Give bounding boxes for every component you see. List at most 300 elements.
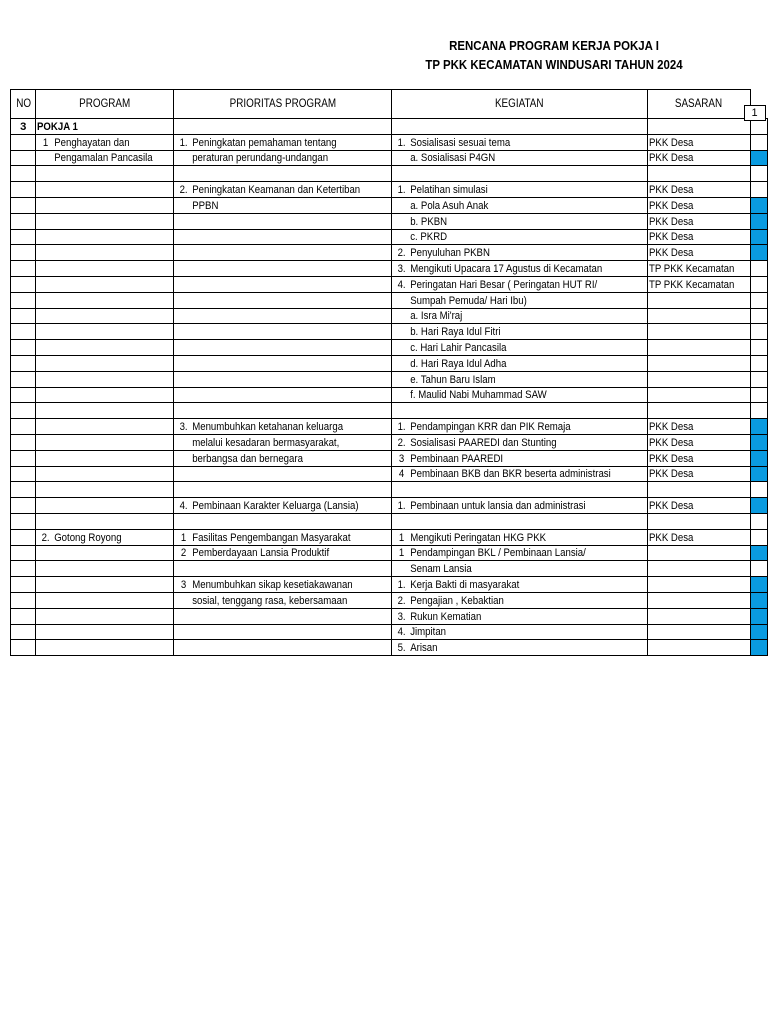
extra-cell xyxy=(750,308,767,324)
cell-kegiatan xyxy=(392,134,648,150)
table-row xyxy=(11,229,768,245)
cell-program-text: Penghayatan dan xyxy=(54,136,130,149)
cell-no xyxy=(11,498,36,514)
cell-prioritas xyxy=(173,482,391,498)
cell-kegiatan xyxy=(392,371,648,387)
cell-prioritas-text: PPBN xyxy=(191,199,219,212)
table-row xyxy=(11,308,768,324)
header-no: NO xyxy=(11,90,36,119)
highlight-cell xyxy=(750,545,767,561)
cell-program xyxy=(36,261,173,277)
table-row xyxy=(11,482,768,498)
cell-no xyxy=(11,229,36,245)
cell-program xyxy=(36,434,173,450)
cell-kegiatan xyxy=(392,545,648,561)
section-row xyxy=(11,119,768,135)
cell-kegiatan-number: 1 xyxy=(399,547,405,560)
cell-prioritas-number: 4. xyxy=(179,499,188,512)
cell-prioritas xyxy=(173,229,391,245)
cell-kegiatan xyxy=(392,592,648,608)
cell-prioritas xyxy=(173,608,391,624)
cell-sasaran xyxy=(648,355,750,371)
cell-program xyxy=(36,450,173,466)
cell-kegiatan-text: a. Isra Mi'raj xyxy=(410,310,463,323)
cell-kegiatan xyxy=(392,245,648,261)
cell-sasaran xyxy=(648,308,750,324)
extra-cell xyxy=(750,355,767,371)
cell-kegiatan-number: 3. xyxy=(397,262,406,275)
cell-prioritas xyxy=(173,498,391,514)
cell-kegiatan xyxy=(392,229,648,245)
table-row xyxy=(11,624,768,640)
cell-no xyxy=(11,182,36,198)
table-row xyxy=(11,324,768,340)
header-prioritas: PRIORITAS PROGRAM xyxy=(173,90,391,119)
cell-prioritas xyxy=(173,340,391,356)
cell-sasaran: PKK Desa xyxy=(648,434,750,450)
cell-prioritas-text: berbangsa dan bernegara xyxy=(191,452,303,465)
cell-prioritas-text: Menumbuhkan ketahanan keluarga xyxy=(191,420,343,433)
cell-no xyxy=(11,434,36,450)
table-row xyxy=(11,197,768,213)
cell-kegiatan xyxy=(392,513,648,529)
highlight-cell xyxy=(750,466,767,482)
cell-program xyxy=(36,276,173,292)
cell-prioritas xyxy=(173,640,391,656)
cell-sasaran xyxy=(648,624,750,640)
cell-kegiatan xyxy=(392,482,648,498)
table-row xyxy=(11,261,768,277)
cell-kegiatan-text: Pengajian , Kebaktian xyxy=(410,594,504,607)
cell-program xyxy=(36,513,173,529)
cell-prioritas xyxy=(173,529,391,545)
cell-prioritas xyxy=(173,450,391,466)
cell-kegiatan-text: e. Tahun Baru Islam xyxy=(410,373,496,386)
extra-cell xyxy=(750,292,767,308)
cell-program xyxy=(36,529,173,545)
title-line-1: RENCANA PROGRAM KERJA POKJA I xyxy=(449,38,659,53)
cell-no xyxy=(11,324,36,340)
table-row xyxy=(11,640,768,656)
cell-program xyxy=(36,592,173,608)
cell-program xyxy=(36,482,173,498)
extra-cell xyxy=(750,261,767,277)
cell-kegiatan-text: Kerja Bakti di masyarakat xyxy=(410,578,520,591)
cell-kegiatan-text: Rukun Kematian xyxy=(410,610,482,623)
cell-kegiatan-text: Peringatan Hari Besar ( Peringatan HUT RI/ xyxy=(410,278,598,291)
cell-kegiatan xyxy=(392,182,648,198)
cell-no xyxy=(11,134,36,150)
cell-program xyxy=(36,229,173,245)
cell-no xyxy=(11,213,36,229)
cell-kegiatan-number: 1. xyxy=(397,578,406,591)
cell-sasaran xyxy=(648,513,750,529)
table-row xyxy=(11,245,768,261)
cell-kegiatan-number: 4. xyxy=(397,278,406,291)
cell-kegiatan xyxy=(392,308,648,324)
cell-prioritas xyxy=(173,592,391,608)
table-row xyxy=(11,498,768,514)
cell-prioritas xyxy=(173,545,391,561)
cell-kegiatan-text: Jimpitan xyxy=(410,626,447,639)
table-row xyxy=(11,545,768,561)
cell-prioritas-number: 1 xyxy=(180,531,187,544)
section-no: 3 xyxy=(11,119,36,135)
table-row xyxy=(11,150,768,166)
cell-no xyxy=(11,308,36,324)
cell-no xyxy=(11,245,36,261)
cell-prioritas-text: Pemberdayaan Lansia Produktif xyxy=(191,547,329,560)
cell-program xyxy=(36,498,173,514)
cell-sasaran: PKK Desa xyxy=(648,213,750,229)
cell-program xyxy=(36,466,173,482)
cell-kegiatan-text: Sosialisasi PAAREDI dan Stunting xyxy=(410,436,557,449)
cell-kegiatan-number: 5. xyxy=(397,642,406,655)
header-extra xyxy=(750,90,767,119)
cell-program xyxy=(36,197,173,213)
extra-cell xyxy=(750,134,767,150)
cell-prioritas-text: sosial, tenggang rasa, kebersamaan xyxy=(191,594,348,607)
cell-prioritas xyxy=(173,308,391,324)
cell-prioritas xyxy=(173,561,391,577)
cell-kegiatan-number: 1. xyxy=(397,420,406,433)
cell-prioritas xyxy=(173,434,391,450)
highlight-cell xyxy=(750,434,767,450)
cell-kegiatan-number: 1. xyxy=(397,183,406,196)
cell-program xyxy=(36,640,173,656)
table-row xyxy=(11,608,768,624)
cell-prioritas-number: 3. xyxy=(179,420,188,433)
cell-prioritas-text: Peningkatan Keamanan dan Ketertiban xyxy=(191,183,360,196)
cell-sasaran: PKK Desa xyxy=(648,197,750,213)
highlight-cell xyxy=(750,150,767,166)
title-line-2: TP PKK KECAMATAN WINDUSARI TAHUN 2024 xyxy=(425,57,683,72)
cell-kegiatan-text: Sosialisasi sesuai tema xyxy=(410,136,511,149)
cell-no xyxy=(11,545,36,561)
header-sasaran: SASARAN xyxy=(648,90,750,119)
cell-kegiatan xyxy=(392,166,648,182)
cell-kegiatan-text: Pendampingan BKL / Pembinaan Lansia/ xyxy=(410,547,586,560)
cell-kegiatan xyxy=(392,577,648,593)
cell-program xyxy=(36,419,173,435)
cell-no xyxy=(11,466,36,482)
cell-kegiatan-number: 3. xyxy=(397,610,406,623)
extra-cell xyxy=(750,371,767,387)
cell-kegiatan-text: Pendampingan KRR dan PIK Remaja xyxy=(410,420,571,433)
extra-cell xyxy=(750,182,767,198)
extra-cell xyxy=(750,403,767,419)
cell-prioritas-text: Pembinaan Karakter Keluarga (Lansia) xyxy=(191,499,359,512)
table-row xyxy=(11,592,768,608)
cell-kegiatan xyxy=(392,355,648,371)
cell-program xyxy=(36,545,173,561)
cell-kegiatan-number: 4 xyxy=(399,468,405,481)
highlight-cell xyxy=(750,197,767,213)
table-row xyxy=(11,403,768,419)
extra-cell xyxy=(750,387,767,403)
cell-no xyxy=(11,261,36,277)
cell-no xyxy=(11,371,36,387)
cell-program xyxy=(36,340,173,356)
cell-prioritas-text: Peningkatan pemahaman tentang xyxy=(191,136,337,149)
cell-program-text: Gotong Royong xyxy=(54,531,122,544)
cell-sasaran xyxy=(648,545,750,561)
cell-no xyxy=(11,403,36,419)
cell-no xyxy=(11,592,36,608)
cell-program xyxy=(36,213,173,229)
extra-cell xyxy=(750,166,767,182)
extra-cell xyxy=(750,482,767,498)
cell-kegiatan-text: Sumpah Pemuda/ Hari Ibu) xyxy=(410,294,527,307)
cell-prioritas xyxy=(173,387,391,403)
cell-no xyxy=(11,340,36,356)
table-row xyxy=(11,276,768,292)
cell-kegiatan xyxy=(392,450,648,466)
cell-no xyxy=(11,482,36,498)
table-row xyxy=(11,182,768,198)
cell-kegiatan-text: Pembinaan untuk lansia dan administrasi xyxy=(410,499,586,512)
cell-kegiatan-text: d. Hari Raya Idul Adha xyxy=(410,357,507,370)
cell-no xyxy=(11,608,36,624)
cell-kegiatan xyxy=(392,387,648,403)
cell-program xyxy=(36,355,173,371)
cell-prioritas xyxy=(173,324,391,340)
cell-kegiatan xyxy=(392,561,648,577)
cell-program xyxy=(36,308,173,324)
cell-kegiatan xyxy=(392,292,648,308)
cell-kegiatan-number: 3 xyxy=(399,452,405,465)
highlight-cell xyxy=(750,498,767,514)
cell-kegiatan xyxy=(392,466,648,482)
highlight-cell xyxy=(750,450,767,466)
cell-kegiatan-number: 2. xyxy=(397,247,406,260)
cell-sasaran: PKK Desa xyxy=(648,182,750,198)
cell-sasaran: TP PKK Kecamatan xyxy=(648,276,750,292)
cell-kegiatan-text: Penyuluhan PKBN xyxy=(410,247,491,260)
cell-prioritas-number: 1. xyxy=(179,136,188,149)
cell-no xyxy=(11,561,36,577)
section-label: POKJA 1 xyxy=(36,119,173,135)
cell-program-number: 1 xyxy=(43,136,49,149)
cell-sasaran: PKK Desa xyxy=(648,245,750,261)
cell-kegiatan xyxy=(392,498,648,514)
extra-cell xyxy=(750,340,767,356)
cell-prioritas xyxy=(173,166,391,182)
table-row xyxy=(11,529,768,545)
highlight-cell xyxy=(750,608,767,624)
cell-prioritas xyxy=(173,261,391,277)
cell-sasaran: PKK Desa xyxy=(648,498,750,514)
cell-no xyxy=(11,419,36,435)
cell-sasaran xyxy=(648,166,750,182)
cell-kegiatan xyxy=(392,419,648,435)
cell-prioritas xyxy=(173,624,391,640)
cell-sasaran xyxy=(648,324,750,340)
table-row xyxy=(11,134,768,150)
cell-no xyxy=(11,292,36,308)
cell-sasaran xyxy=(648,577,750,593)
cell-kegiatan-text: Pembinaan PAAREDI xyxy=(410,452,504,465)
cell-no xyxy=(11,577,36,593)
cell-sasaran xyxy=(648,608,750,624)
cell-kegiatan xyxy=(392,640,648,656)
header-kegiatan: KEGIATAN xyxy=(392,90,648,119)
cell-program xyxy=(36,166,173,182)
table-row xyxy=(11,466,768,482)
cell-kegiatan-number: 2. xyxy=(397,594,406,607)
cell-program xyxy=(36,182,173,198)
highlight-cell xyxy=(750,213,767,229)
table-row xyxy=(11,166,768,182)
cell-program xyxy=(36,403,173,419)
highlight-cell xyxy=(750,577,767,593)
cell-program xyxy=(36,608,173,624)
cell-prioritas xyxy=(173,466,391,482)
cell-no xyxy=(11,450,36,466)
cell-prioritas-number: 2 xyxy=(180,547,187,560)
cell-prioritas xyxy=(173,292,391,308)
cell-program xyxy=(36,134,173,150)
cell-prioritas-text: Menumbuhkan sikap kesetiakawanan xyxy=(191,578,353,591)
table-row xyxy=(11,450,768,466)
cell-sasaran: PKK Desa xyxy=(648,150,750,166)
cell-program xyxy=(36,150,173,166)
highlight-cell xyxy=(750,624,767,640)
cell-kegiatan-text: Mengikuti Peringatan HKG PKK xyxy=(410,531,547,544)
work-program-table-container xyxy=(10,89,768,656)
cell-sasaran xyxy=(648,561,750,577)
cell-kegiatan xyxy=(392,529,648,545)
cell-sasaran xyxy=(648,340,750,356)
cell-kegiatan-text: Pembinaan BKB dan BKR beserta administrasi xyxy=(410,468,611,481)
cell-kegiatan-number: 4. xyxy=(397,626,406,639)
cell-kegiatan xyxy=(392,403,648,419)
document-title xyxy=(330,36,768,74)
cell-prioritas-text: melalui kesadaran bermasyarakat, xyxy=(191,436,340,449)
cell-program xyxy=(36,624,173,640)
cell-kegiatan xyxy=(392,261,648,277)
cell-prioritas xyxy=(173,197,391,213)
cell-no xyxy=(11,150,36,166)
cell-program xyxy=(36,371,173,387)
cell-prioritas-text: Fasilitas Pengembangan Masyarakat xyxy=(191,531,351,544)
table-row xyxy=(11,419,768,435)
table-row xyxy=(11,292,768,308)
cell-prioritas xyxy=(173,371,391,387)
extra-cell xyxy=(750,561,767,577)
cell-prioritas xyxy=(173,577,391,593)
cell-kegiatan-text: c. PKRD xyxy=(410,231,448,244)
cell-kegiatan-text: c. Hari Lahir Pancasila xyxy=(410,341,507,354)
cell-kegiatan xyxy=(392,340,648,356)
cell-no xyxy=(11,529,36,545)
cell-sasaran xyxy=(648,292,750,308)
cell-program-number: 2. xyxy=(41,531,50,544)
cell-no xyxy=(11,166,36,182)
cell-prioritas xyxy=(173,134,391,150)
cell-sasaran: PKK Desa xyxy=(648,450,750,466)
cell-prioritas-text: peraturan perundang-undangan xyxy=(191,152,328,165)
highlight-cell xyxy=(750,592,767,608)
cell-kegiatan-text: b. Hari Raya Idul Fitri xyxy=(410,326,501,339)
cell-sasaran: PKK Desa xyxy=(648,466,750,482)
cell-no xyxy=(11,640,36,656)
cell-kegiatan-text: Pelatihan simulasi xyxy=(410,183,488,196)
cell-program xyxy=(36,324,173,340)
extra-column-number: 1 xyxy=(744,105,766,121)
cell-kegiatan-text: Mengikuti Upacara 17 Agustus di Kecamatan xyxy=(410,262,603,275)
table-row xyxy=(11,387,768,403)
cell-program xyxy=(36,577,173,593)
cell-prioritas xyxy=(173,513,391,529)
highlight-cell xyxy=(750,245,767,261)
cell-kegiatan xyxy=(392,608,648,624)
cell-kegiatan-text: Senam Lansia xyxy=(410,563,472,576)
cell-kegiatan-number: 1 xyxy=(399,531,405,544)
cell-prioritas xyxy=(173,419,391,435)
cell-prioritas xyxy=(173,276,391,292)
cell-sasaran: PKK Desa xyxy=(648,419,750,435)
highlight-cell xyxy=(750,419,767,435)
cell-sasaran xyxy=(648,640,750,656)
cell-prioritas xyxy=(173,213,391,229)
cell-kegiatan-text: a. Pola Asuh Anak xyxy=(410,199,489,212)
cell-program xyxy=(36,245,173,261)
cell-sasaran: TP PKK Kecamatan xyxy=(648,261,750,277)
cell-kegiatan-number: 1. xyxy=(397,499,406,512)
cell-program xyxy=(36,292,173,308)
cell-no xyxy=(11,276,36,292)
cell-kegiatan-text: b. PKBN xyxy=(410,215,448,228)
cell-no xyxy=(11,513,36,529)
cell-kegiatan-text: Arisan xyxy=(410,642,438,655)
cell-prioritas xyxy=(173,182,391,198)
cell-kegiatan-text: f. Maulid Nabi Muhammad SAW xyxy=(410,389,547,402)
cell-no xyxy=(11,197,36,213)
header-program: PROGRAM xyxy=(36,90,173,119)
table-row xyxy=(11,577,768,593)
highlight-cell xyxy=(750,640,767,656)
cell-kegiatan-number: 1. xyxy=(397,136,406,149)
extra-cell xyxy=(750,276,767,292)
table-row xyxy=(11,371,768,387)
cell-no xyxy=(11,387,36,403)
cell-prioritas xyxy=(173,355,391,371)
cell-program xyxy=(36,561,173,577)
cell-sasaran: PKK Desa xyxy=(648,229,750,245)
cell-prioritas xyxy=(173,403,391,419)
table-row xyxy=(11,513,768,529)
highlight-cell xyxy=(750,229,767,245)
cell-prioritas xyxy=(173,150,391,166)
cell-kegiatan xyxy=(392,213,648,229)
cell-sasaran xyxy=(648,403,750,419)
cell-sasaran: PKK Desa xyxy=(648,134,750,150)
cell-kegiatan xyxy=(392,197,648,213)
extra-cell xyxy=(750,324,767,340)
table-row xyxy=(11,340,768,356)
cell-kegiatan xyxy=(392,324,648,340)
cell-sasaran xyxy=(648,387,750,403)
work-program-table xyxy=(10,89,768,656)
cell-program xyxy=(36,387,173,403)
cell-no xyxy=(11,624,36,640)
table-row xyxy=(11,213,768,229)
table-row xyxy=(11,355,768,371)
cell-kegiatan xyxy=(392,150,648,166)
cell-kegiatan xyxy=(392,624,648,640)
extra-cell xyxy=(750,513,767,529)
